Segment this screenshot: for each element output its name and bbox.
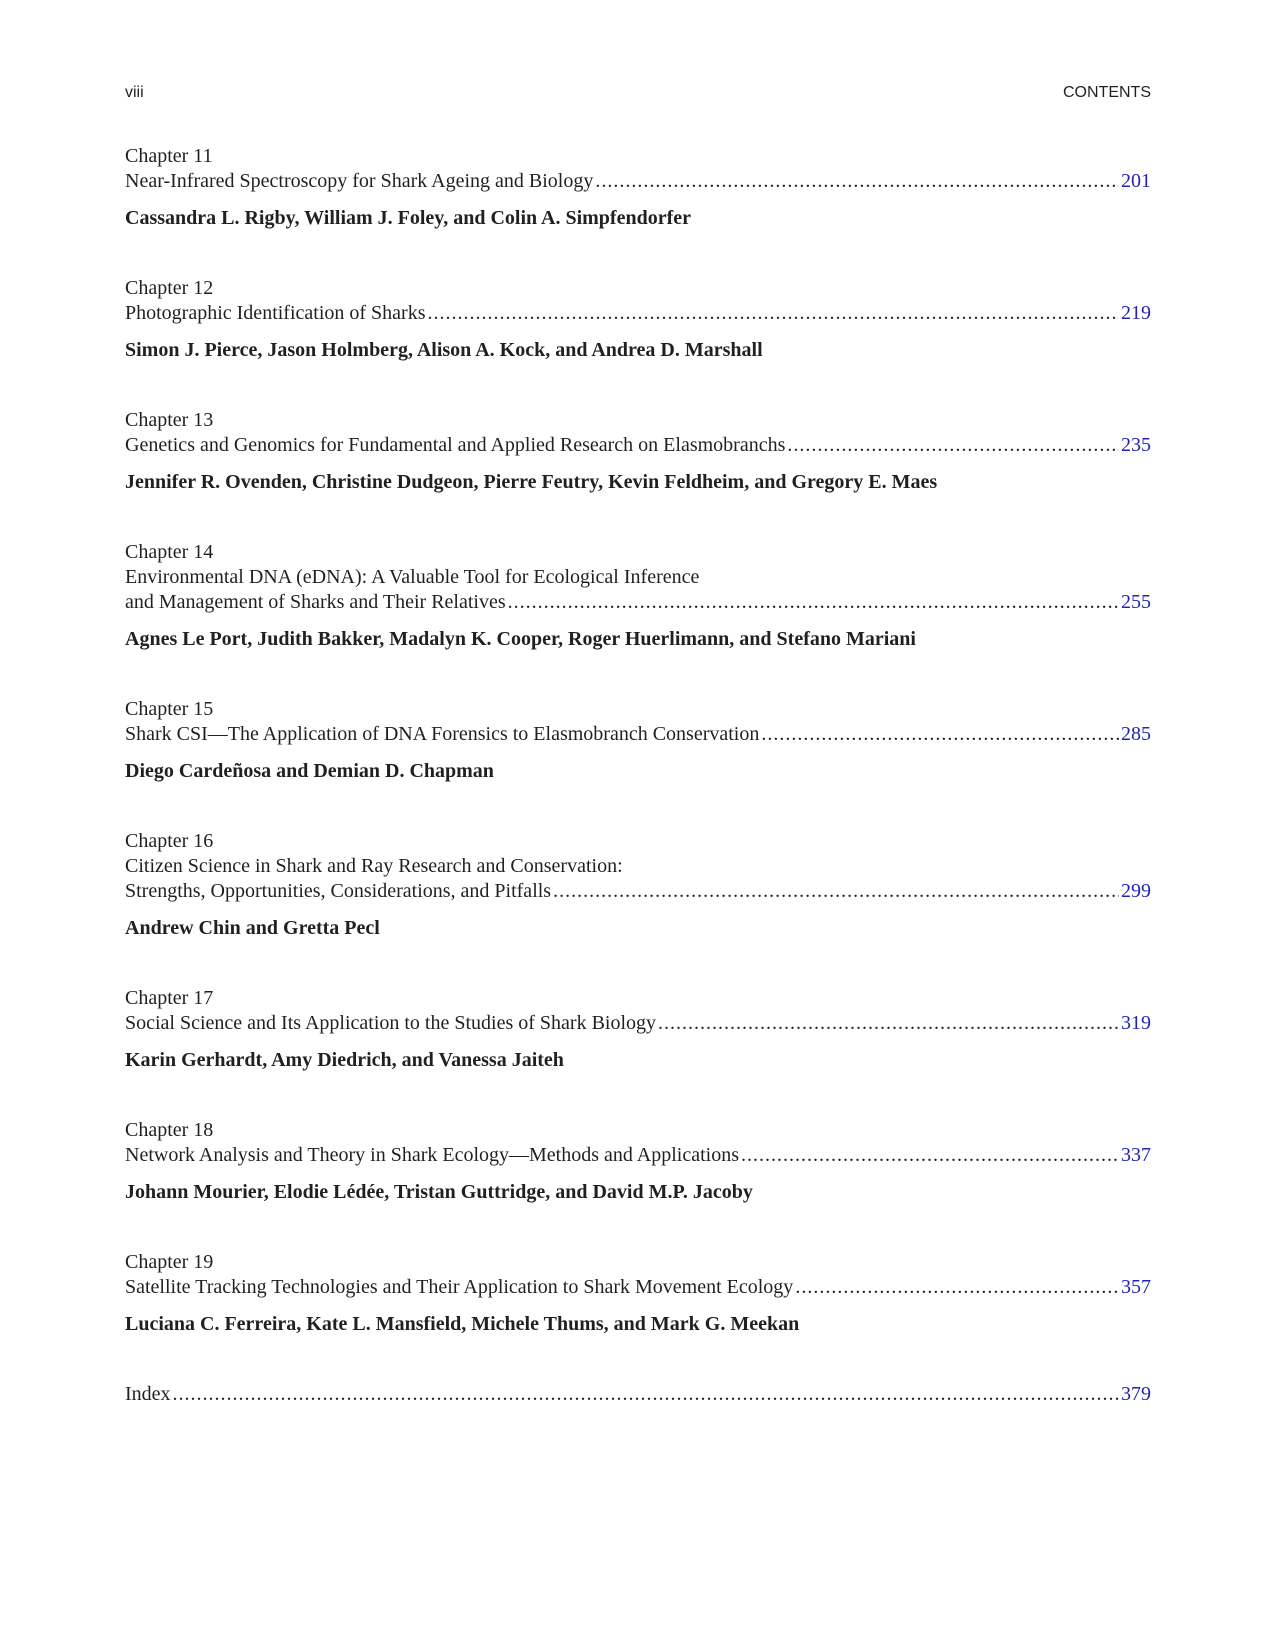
chapter-title-row: [125, 590, 1151, 615]
toc-entry[interactable]: [125, 1250, 1151, 1337]
page-number-link[interactable]: 299: [1121, 880, 1151, 902]
page-number-link[interactable]: 201: [1121, 170, 1151, 192]
chapter-number: Chapter 14: [125, 541, 214, 563]
chapter-title-row: [125, 1011, 1151, 1036]
chapter-title-row: [125, 722, 1151, 747]
dot-leader: [428, 301, 1120, 326]
chapter-authors: Simon J. Pierce, Jason Holmberg, Alison A. Kock, and Andrea D. Marshall: [125, 339, 763, 361]
index-label: Index: [125, 1383, 171, 1405]
chapter-number: Chapter 11: [125, 145, 213, 167]
chapter-title-row: [125, 169, 1151, 194]
toc-entry[interactable]: [125, 1118, 1151, 1205]
chapter-authors: Cassandra L. Rigby, William J. Foley, and Colin A. Simpfendorfer: [125, 207, 692, 229]
chapter-number: Chapter 15: [125, 698, 214, 720]
chapter-title-line: Environmental DNA (eDNA): A Valuable Tool for Ecological Inference: [125, 566, 700, 588]
dot-leader: [508, 590, 1119, 615]
chapter-authors: Karin Gerhardt, Amy Diedrich, and Vanessa Jaiteh: [125, 1049, 564, 1071]
toc-entry[interactable]: [125, 144, 1151, 231]
chapter-title-row: [125, 879, 1151, 904]
chapter-title-row: [125, 301, 1151, 326]
chapter-title: Satellite Tracking Technologies and Their Application to Shark Movement Ecology: [125, 1276, 794, 1298]
toc-entry[interactable]: [125, 408, 1151, 495]
page-number-link[interactable]: 235: [1121, 434, 1151, 456]
toc-entry[interactable]: [125, 986, 1151, 1073]
dot-leader: [173, 1382, 1119, 1407]
page-number-link[interactable]: 285: [1121, 723, 1151, 745]
chapter-number: Chapter 16: [125, 830, 214, 852]
chapter-number: Chapter 13: [125, 409, 214, 431]
toc-entry[interactable]: [125, 829, 1151, 941]
chapter-title: Photographic Identification of Sharks: [125, 302, 426, 324]
page-number-link[interactable]: 337: [1121, 1144, 1151, 1166]
running-head: [125, 80, 1151, 106]
page-number-link[interactable]: 319: [1121, 1012, 1151, 1034]
page-number-link[interactable]: 255: [1121, 591, 1151, 613]
dot-leader: [595, 169, 1119, 194]
section-title: CONTENTS: [1063, 84, 1151, 101]
chapter-authors: Jennifer R. Ovenden, Christine Dudgeon, Pierre Feutry, Kevin Feldheim, and Gregory E. Maes: [125, 471, 938, 493]
chapter-number: Chapter 12: [125, 277, 214, 299]
chapter-title: Shark CSI—The Application of DNA Forensics to Elasmobranch Conservation: [125, 723, 760, 745]
chapter-title: Genetics and Genomics for Fundamental and Applied Research on Elasmobranchs: [125, 434, 786, 456]
dot-leader: [795, 1275, 1119, 1300]
toc-entry[interactable]: [125, 276, 1151, 363]
chapter-title-row: [125, 1143, 1151, 1168]
chapter-number: Chapter 18: [125, 1119, 214, 1141]
chapter-authors: Andrew Chin and Gretta Pecl: [125, 917, 380, 939]
page-number-link[interactable]: 219: [1121, 302, 1151, 324]
index-page-link[interactable]: 379: [1121, 1383, 1151, 1405]
chapter-number: Chapter 19: [125, 1251, 214, 1273]
chapter-title-row: [125, 433, 1151, 458]
chapter-number: Chapter 17: [125, 987, 214, 1009]
dot-leader: [741, 1143, 1119, 1168]
dot-leader: [658, 1011, 1119, 1036]
chapter-title: Network Analysis and Theory in Shark Ecology—Methods and Applications: [125, 1144, 739, 1166]
chapter-authors: Luciana C. Ferreira, Kate L. Mansfield, Michele Thums, and Mark G. Meekan: [125, 1313, 800, 1335]
dot-leader: [553, 879, 1119, 904]
chapter-title: Near-Infrared Spectroscopy for Shark Ageing and Biology: [125, 170, 594, 192]
chapter-title: Social Science and Its Application to the Studies of Shark Biology: [125, 1012, 657, 1034]
chapter-title: Strengths, Opportunities, Considerations, and Pitfalls: [125, 880, 552, 902]
folio: viii: [125, 84, 144, 101]
page-number-link[interactable]: 357: [1121, 1276, 1151, 1298]
index-line: [125, 1382, 1151, 1407]
chapter-title: and Management of Sharks and Their Relatives: [125, 591, 506, 613]
chapter-authors: Diego Cardeñosa and Demian D. Chapman: [125, 760, 494, 782]
chapter-authors: Johann Mourier, Elodie Lédée, Tristan Guttridge, and David M.P. Jacoby: [125, 1181, 753, 1203]
page: [125, 80, 1151, 1407]
toc-entry[interactable]: [125, 697, 1151, 784]
dot-leader: [787, 433, 1119, 458]
chapter-authors: Agnes Le Port, Judith Bakker, Madalyn K. Cooper, Roger Huerlimann, and Stefano Mariani: [125, 628, 916, 650]
dot-leader: [761, 722, 1119, 747]
toc-entry[interactable]: [125, 540, 1151, 652]
index-entry[interactable]: [125, 1382, 1151, 1407]
table-of-contents: [125, 144, 1151, 1407]
chapter-title-line: Citizen Science in Shark and Ray Research and Conservation:: [125, 855, 623, 877]
chapter-title-row: [125, 1275, 1151, 1300]
